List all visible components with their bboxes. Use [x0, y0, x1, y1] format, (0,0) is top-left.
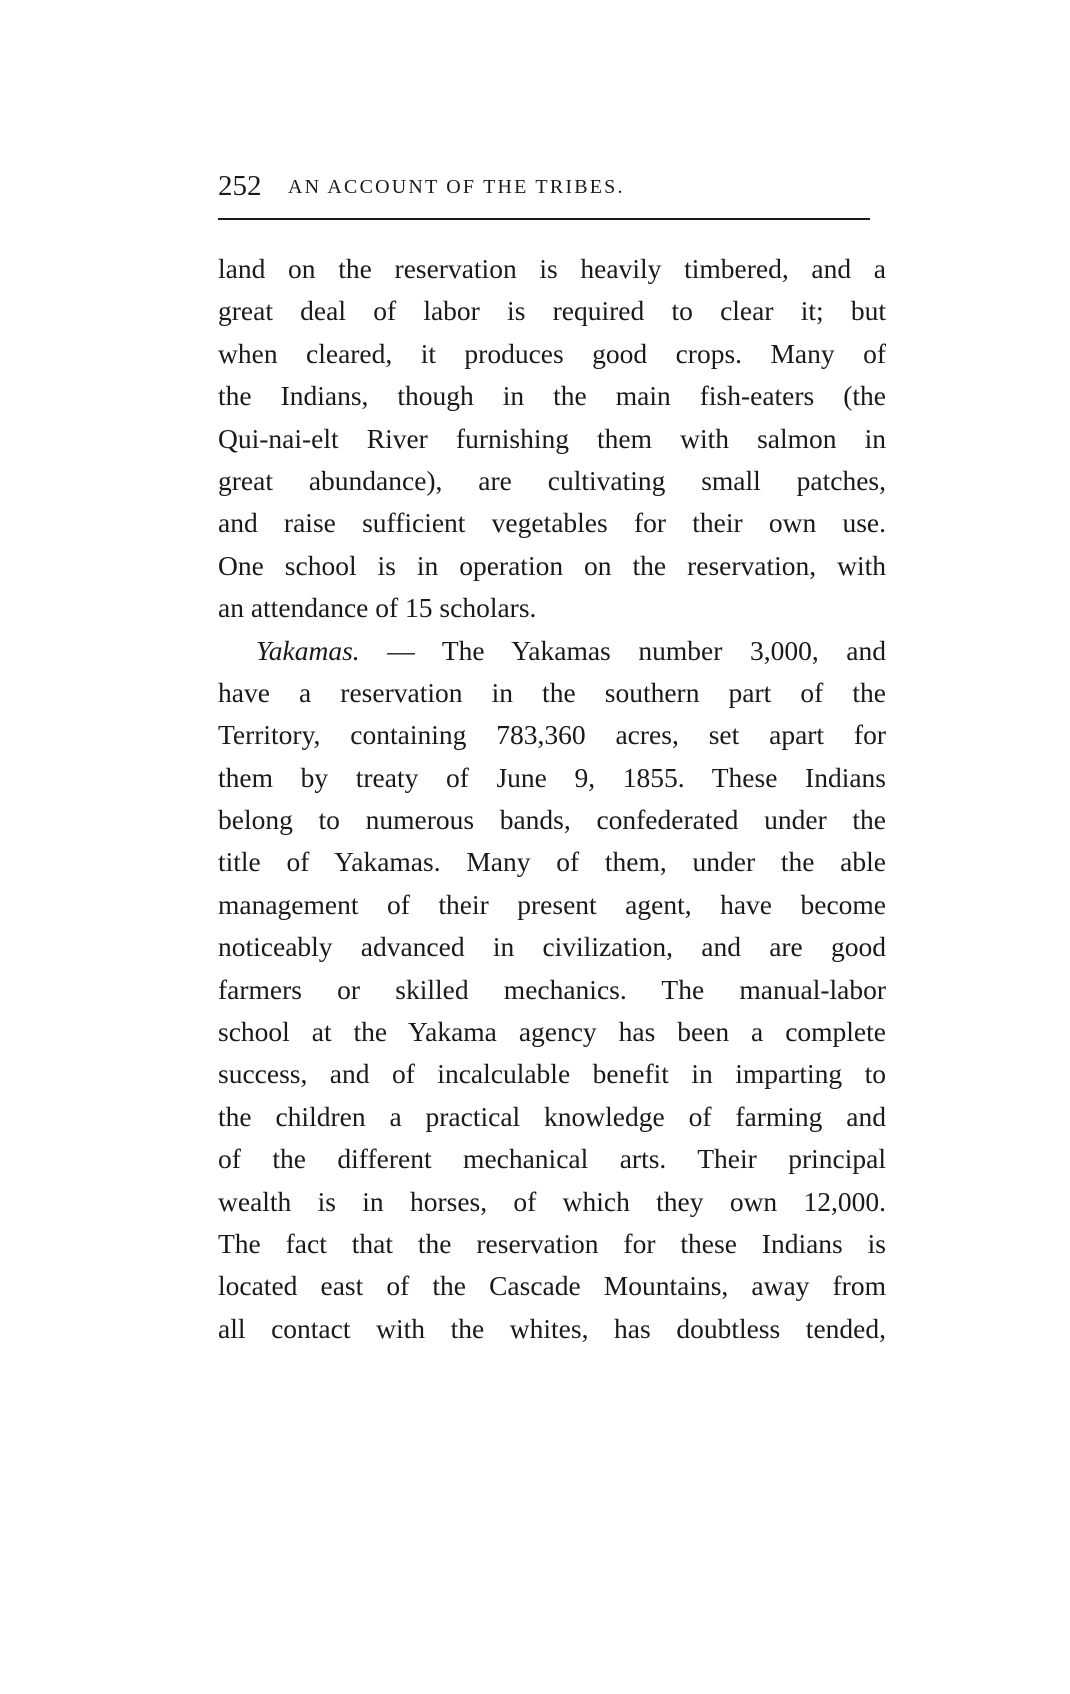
text-line: an attendance of 15 scholars.	[218, 592, 537, 624]
text-line: The fact that the reservation for these Indians is	[218, 1227, 886, 1259]
text-line-lead	[218, 630, 886, 672]
text-line: farmers or skilled mechanics. The manual-labor	[218, 973, 886, 1005]
text-line: and raise sufficient vegetables for their own use.	[218, 507, 886, 539]
section-lead-italic: Yakamas.	[256, 634, 360, 666]
text-line: the Indians, though in the main fish-eaters (the	[218, 380, 886, 412]
text-line: have a reservation in the southern part of the	[218, 676, 886, 708]
text-line: when cleared, it produces good crops. Many of	[218, 337, 886, 369]
text-line: located east of the Cascade Mountains, away from	[218, 1270, 886, 1302]
text-line: belong to numerous bands, confederated under the	[218, 804, 886, 836]
text-line: title of Yakamas. Many of them, under the able	[218, 846, 886, 878]
paragraph-continued	[218, 248, 886, 630]
running-title: AN ACCOUNT OF THE TRIBES.	[288, 176, 625, 198]
header-rule	[218, 218, 870, 220]
page-number: 252	[218, 170, 262, 202]
body-text	[218, 248, 886, 1350]
text-line: great abundance), are cultivating small patches,	[218, 464, 886, 496]
text-line: great deal of labor is required to clear it; but	[218, 295, 886, 327]
text-line: them by treaty of June 9, 1855. These Indians	[218, 761, 886, 793]
text-line: land on the reservation is heavily timbered, and a	[218, 253, 886, 284]
text-line: the children a practical knowledge of farming and	[218, 1100, 886, 1132]
text-line: One school is in operation on the reservation, with	[218, 549, 886, 581]
book-page	[218, 160, 886, 1344]
text-line: school at the Yakama agency has been a complete	[218, 1016, 886, 1048]
text-line: Qui-nai-elt River furnishing them with salmon in	[218, 422, 886, 454]
text-line: of the different mechanical arts. Their principal	[218, 1143, 886, 1175]
text-line: management of their present agent, have become	[218, 888, 886, 920]
section-lead-text: — The Yakamas number 3,000, and	[359, 634, 886, 666]
running-head	[218, 160, 886, 204]
text-line: success, and of incalculable benefit in imparting to	[218, 1058, 886, 1090]
text-line: noticeably advanced in civilization, and are good	[218, 931, 886, 963]
text-line: all contact with the whites, has doubtless tended,	[218, 1312, 886, 1344]
text-line: Territory, containing 783,360 acres, set apart for	[218, 719, 886, 751]
paragraph-yakamas	[218, 630, 886, 1351]
text-line: wealth is in horses, of which they own 12,000.	[218, 1185, 886, 1217]
